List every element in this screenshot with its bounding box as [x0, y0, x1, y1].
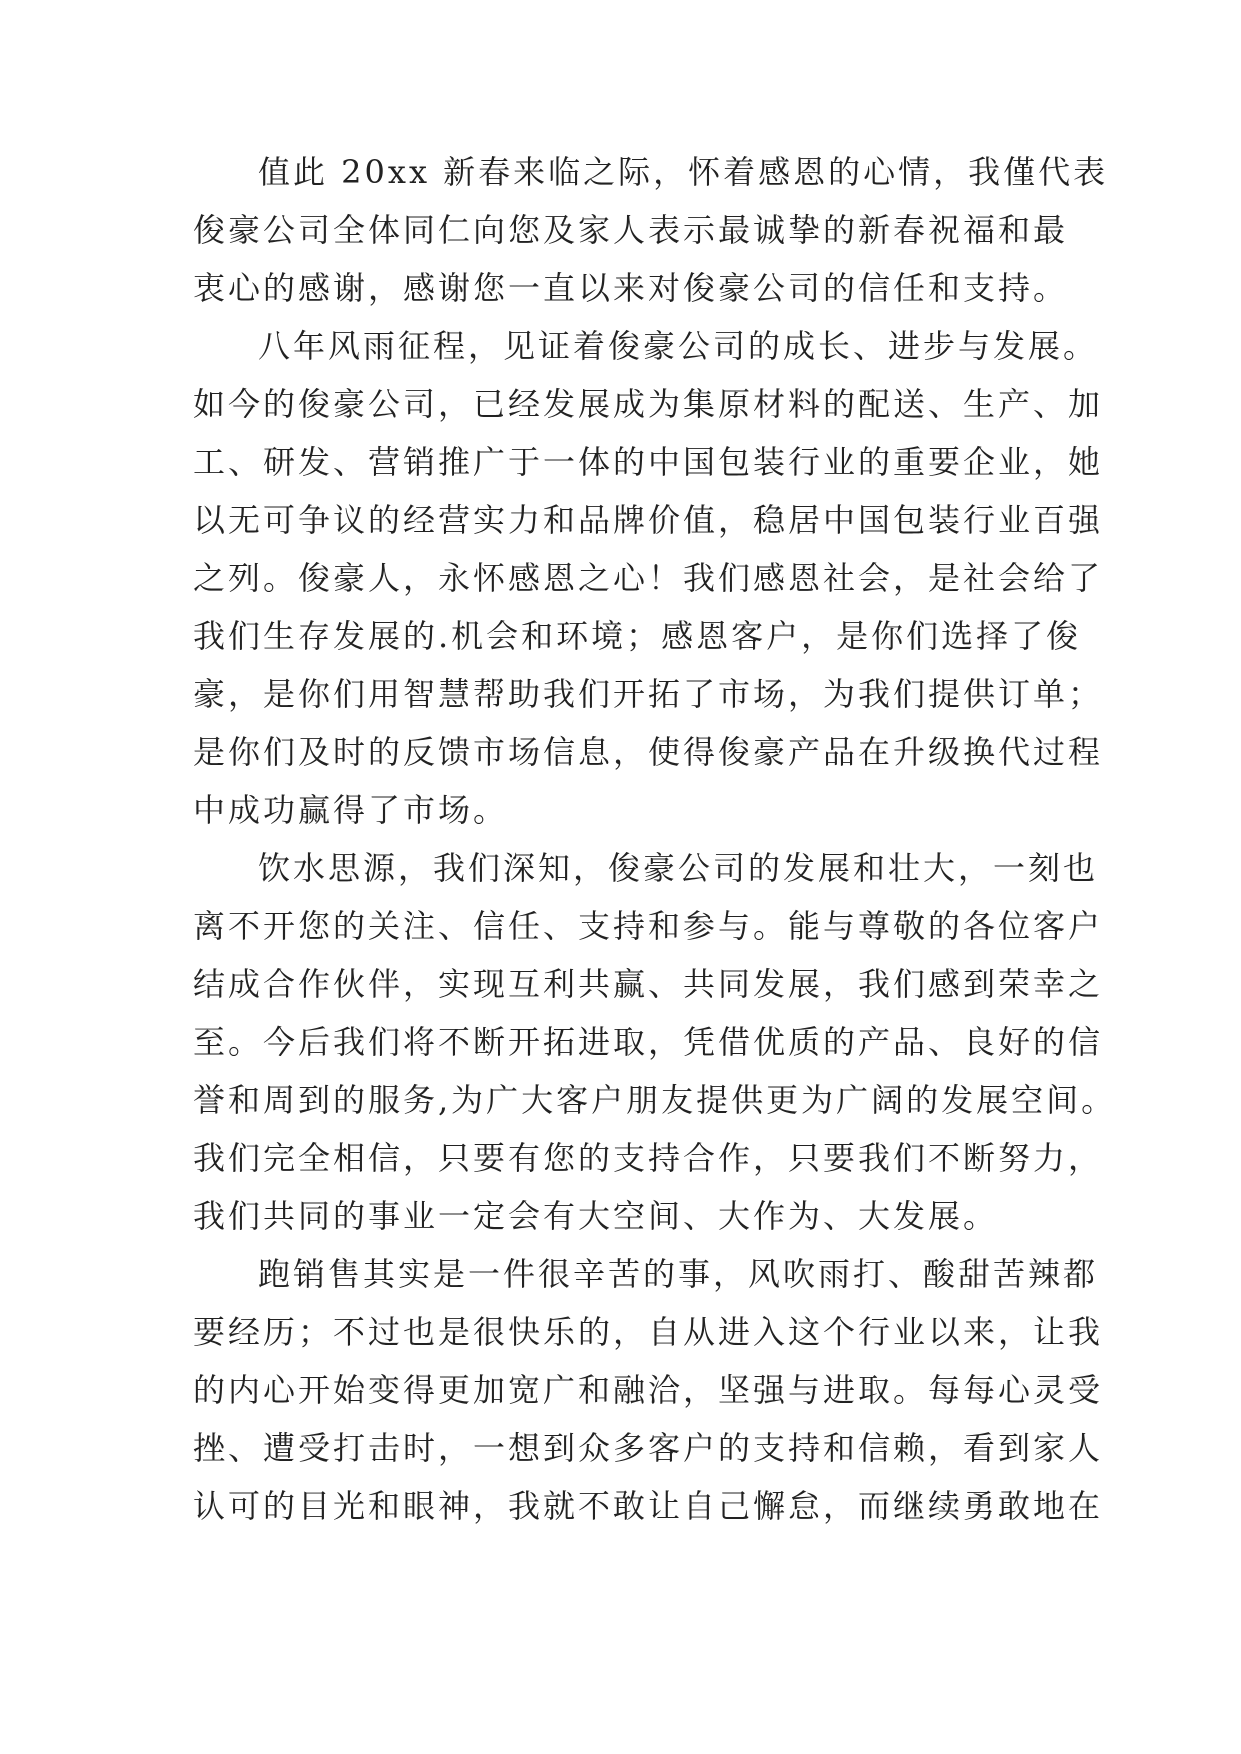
text-line: 值此 20xx 新春来临之际，怀着感恩的心情，我僅代表: [258, 153, 1109, 191]
text-line: 之列。俊豪人，永怀感恩之心！我们感恩社会，是社会给了: [193, 559, 1104, 597]
text-line: 八年风雨征程，见证着俊豪公司的成长、进步与发展。: [258, 327, 1099, 365]
text-line: 以无可争议的经营实力和品牌价值，稳居中国包装行业百强: [193, 501, 1104, 539]
text-line: 我们共同的事业一定会有大空间、大作为、大发展。: [193, 1197, 999, 1235]
text-line: 俊豪公司全体同仁向您及家人表示最诚挚的新春祝福和最: [193, 211, 1069, 249]
text-line: 至。今后我们将不断开拓进取，凭借优质的产品、良好的信: [193, 1023, 1104, 1061]
text-line: 饮水思源，我们深知，俊豪公司的发展和壮大，一刻也: [258, 849, 1099, 887]
text-line: 我们生存发展的.机会和环境；感恩客户，是你们选择了俊: [193, 617, 1082, 655]
text-line: 结成合作伙伴，实现互利共赢、共同发展，我们感到荣幸之: [193, 965, 1104, 1003]
text-line: 跑销售其实是一件很辛苦的事，风吹雨打、酸甜苦辣都: [258, 1255, 1099, 1293]
text-line: 离不开您的关注、信任、支持和参与。能与尊敬的各位客户: [193, 907, 1104, 945]
text-line: 的内心开始变得更加宽广和融洽，坚强与进取。每每心灵受: [193, 1371, 1104, 1409]
text-line: 誉和周到的服务,为广大客户朋友提供更为广阔的发展空间。: [193, 1081, 1117, 1119]
text-line: 豪，是你们用智慧帮助我们开拓了市场，为我们提供订单；: [193, 675, 1104, 713]
text-line: 是你们及时的反馈市场信息，使得俊豪产品在升级换代过程: [193, 733, 1104, 771]
text-line: 挫、遭受打击时，一想到众多客户的支持和信赖，看到家人: [193, 1429, 1104, 1467]
text-line: 我们完全相信，只要有您的支持合作，只要我们不断努力，: [193, 1139, 1104, 1177]
text-line: 要经历；不过也是很快乐的，自从进入这个行业以来，让我: [193, 1313, 1104, 1351]
text-line: 认可的目光和眼神，我就不敢让自己懈怠，而继续勇敢地在: [193, 1487, 1104, 1525]
text-line: 如今的俊豪公司，已经发展成为集原材料的配送、生产、加: [193, 385, 1104, 423]
text-line: 工、研发、营销推广于一体的中国包装行业的重要企业，她: [193, 443, 1104, 481]
text-line: 中成功赢得了市场。: [193, 791, 509, 829]
text-line: 衷心的感谢，感谢您一直以来对俊豪公司的信任和支持。: [193, 269, 1069, 307]
